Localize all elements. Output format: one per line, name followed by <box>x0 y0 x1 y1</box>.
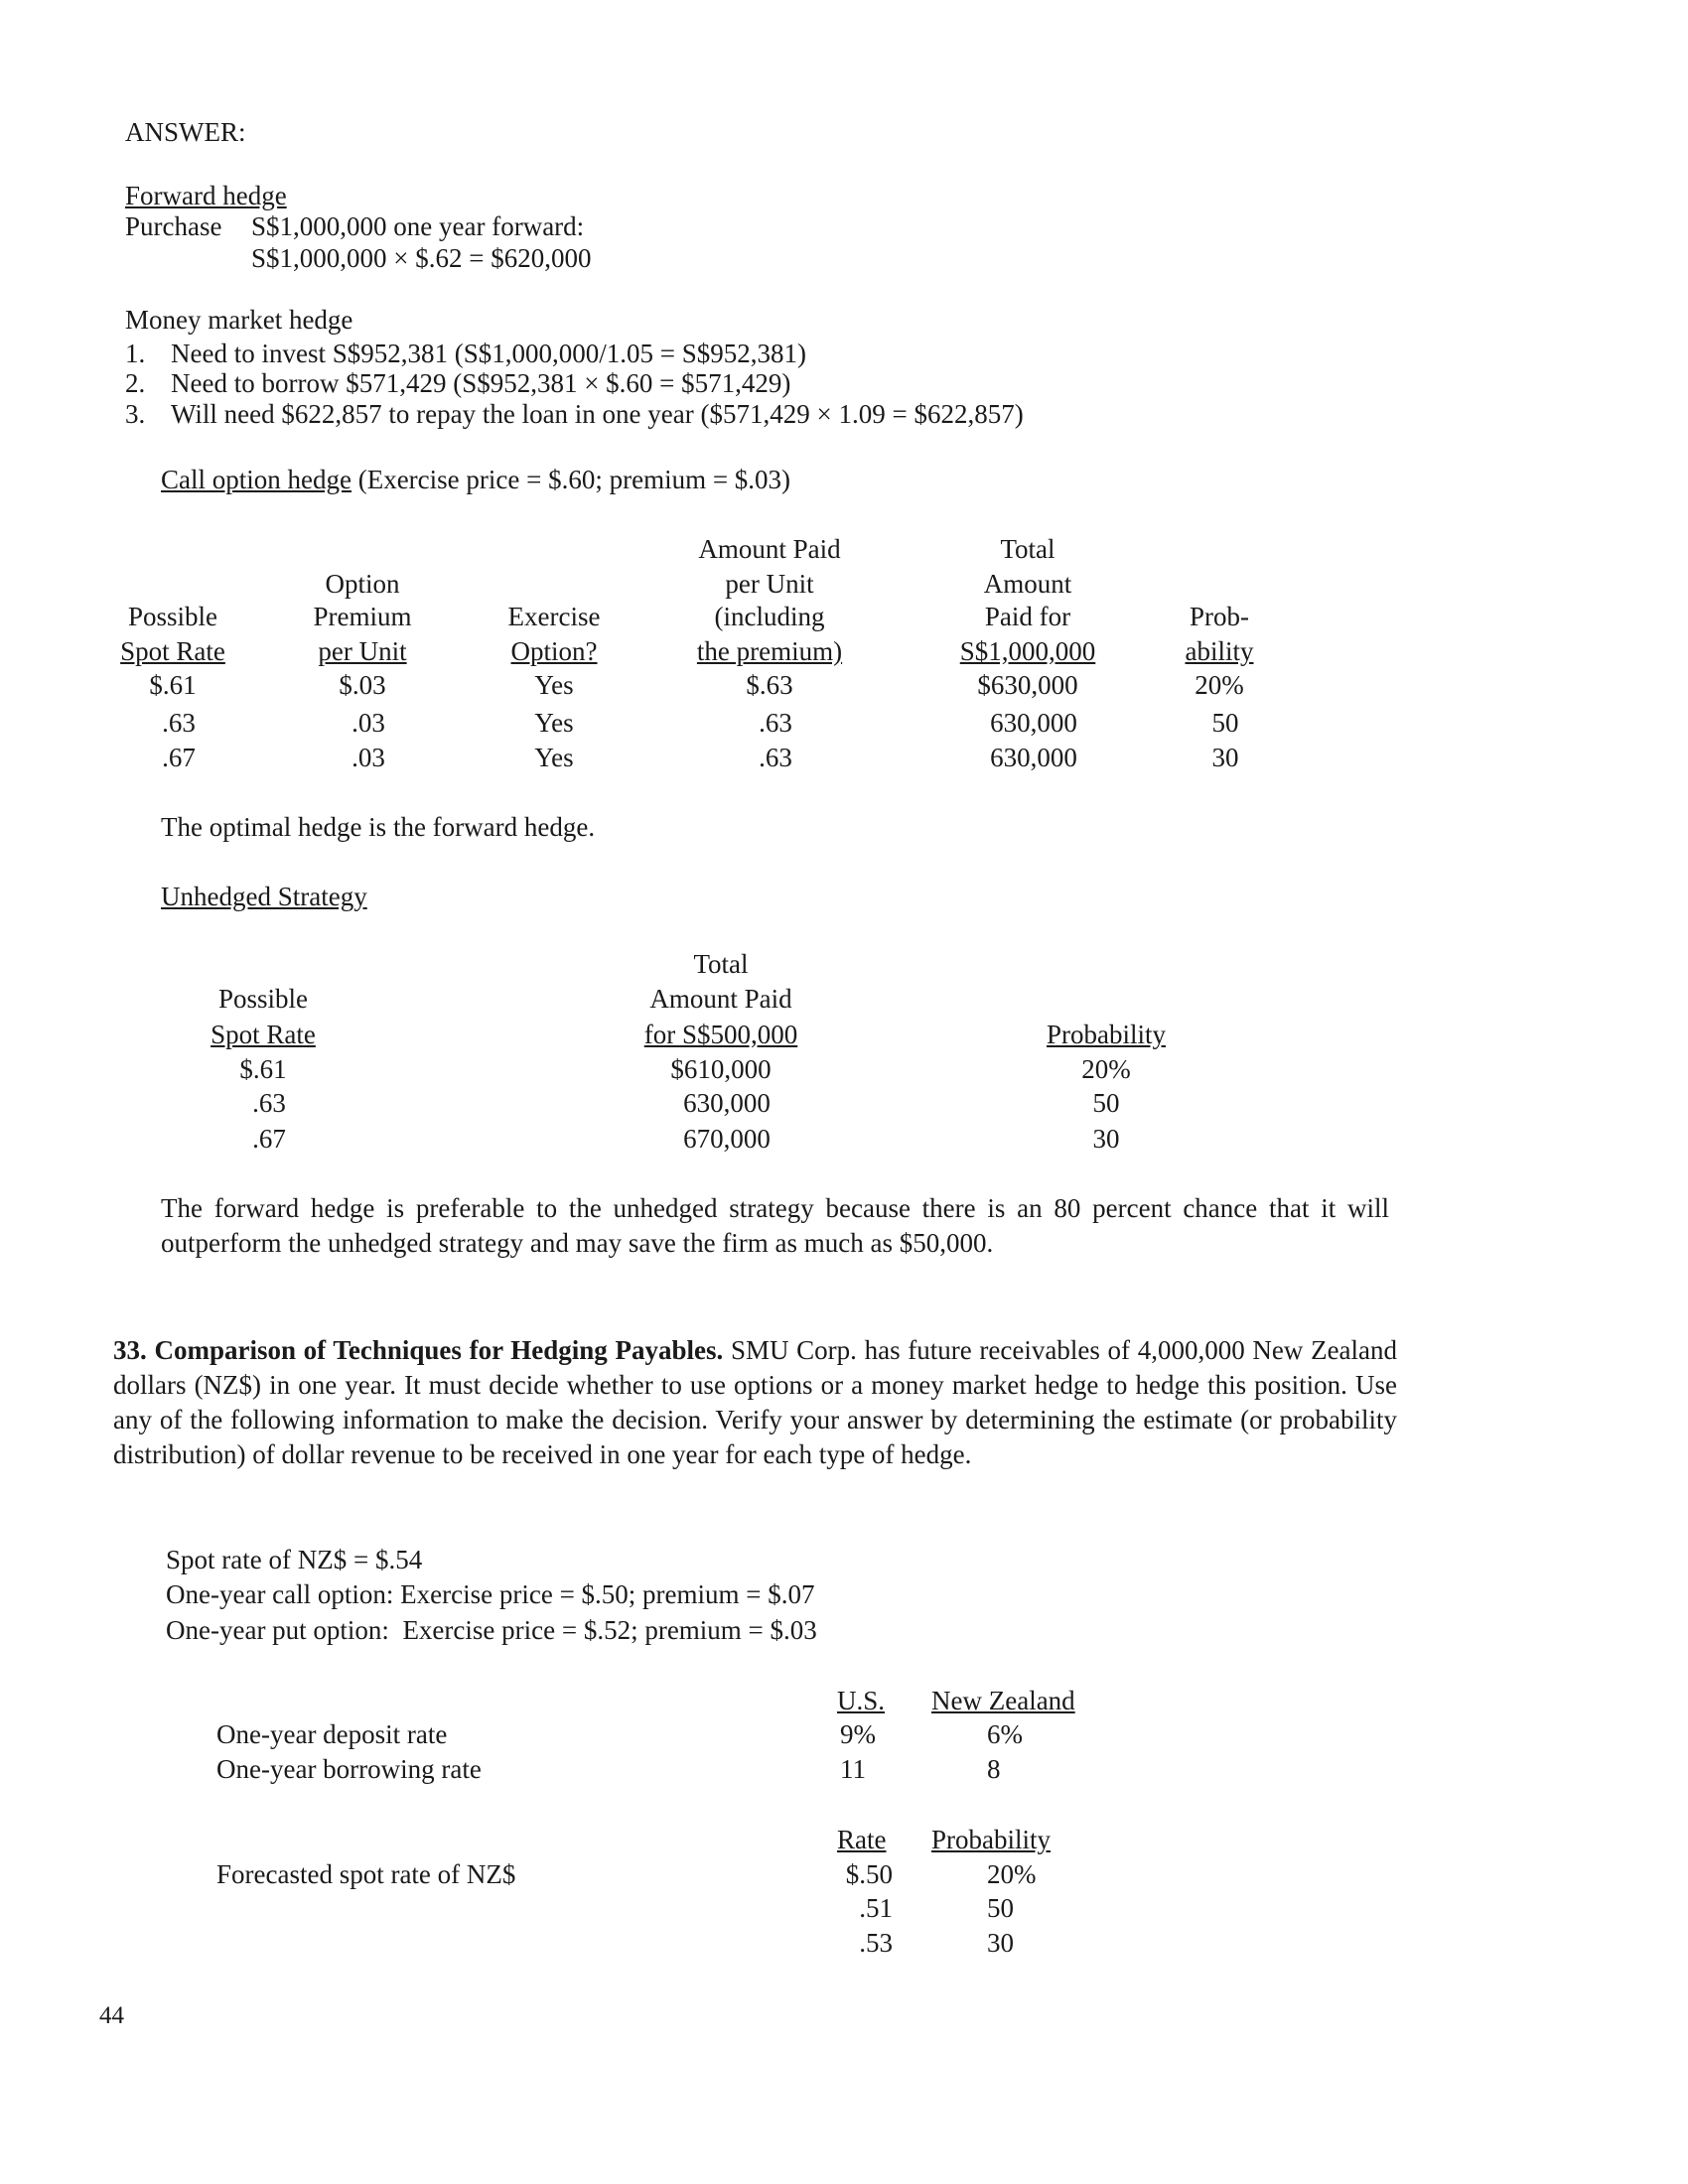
forward-hedge-title: Forward hedge <box>125 181 287 210</box>
table-cell: 30 <box>1211 743 1239 772</box>
table-cell: .67 <box>162 743 196 772</box>
column-header: per Unit <box>318 636 407 666</box>
put-option-info: One-year put option: Exercise price = $.52; premium = $.03 <box>166 1615 817 1645</box>
column-header: the premium) <box>696 636 843 666</box>
forecast-rate: $.50 <box>845 1859 893 1889</box>
call-option-heading <box>161 464 790 495</box>
question-33 <box>113 1333 1397 1472</box>
column-header: Option? <box>510 636 598 666</box>
table-cell: 670,000 <box>683 1124 771 1154</box>
table-cell: Yes <box>534 708 574 738</box>
unhedged-conclusion: The forward hedge is preferable to the unhedged strategy because there is an 80 percent chance that it will outperform the unhedged strategy and may save the firm as much as $50,000. <box>161 1193 1389 1258</box>
header-probability: Probability <box>931 1825 1051 1854</box>
forward-line-2: S$1,000,000 × $.62 = $620,000 <box>251 243 592 273</box>
forecast-prob: 20% <box>987 1859 1037 1889</box>
borrowing-rate-label: One-year borrowing rate <box>216 1754 482 1784</box>
column-header: Total <box>1000 534 1055 564</box>
spot-rate: Spot rate of NZ$ = $.54 <box>166 1545 423 1574</box>
borrowing-rate-nz: 8 <box>987 1754 1001 1784</box>
column-header: Option <box>325 569 400 599</box>
call-option-info: One-year call option: Exercise price = $.50; premium = $.07 <box>166 1579 815 1609</box>
table-cell: Yes <box>534 743 574 772</box>
column-header: Total <box>693 949 749 979</box>
column-header: per Unit <box>725 569 814 599</box>
column-header: ability <box>1185 636 1254 666</box>
column-header: Premium <box>313 602 412 631</box>
table-cell: 630,000 <box>683 1088 771 1118</box>
step-text: Need to borrow $571,429 (S$952,381 × $.60 = $571,429) <box>171 368 791 398</box>
table-cell: .63 <box>759 743 792 772</box>
table-cell: 50 <box>1092 1088 1120 1118</box>
forecast-label: Forecasted spot rate of NZ$ <box>216 1859 516 1889</box>
table-cell: .03 <box>352 708 385 738</box>
deposit-rate-nz: 6% <box>987 1719 1023 1749</box>
table-cell: Yes <box>534 670 574 700</box>
question-body: SMU Corp. has future receivables of 4,000,000 New Zealand dollars (NZ$) in one year. It must decide whether to use options or a money market hedge to hedge this position. Use any of the following information to make the decision. Verify your answer by determining the estimate (or probability distribution) of dollar revenue to be received in one year for each type of hedge. <box>113 1335 1398 1469</box>
column-header: Probability <box>1047 1020 1166 1049</box>
table-cell: $.61 <box>149 670 197 700</box>
forecast-rate: .51 <box>859 1893 893 1923</box>
table-cell: .63 <box>162 708 196 738</box>
table-cell: .63 <box>759 708 792 738</box>
forecast-rate: .53 <box>859 1928 893 1958</box>
column-header: Amount Paid <box>698 534 841 564</box>
page-number: 44 <box>99 2002 124 2029</box>
deposit-rate-label: One-year deposit rate <box>216 1719 448 1749</box>
purchase-label: Purchase <box>125 211 222 241</box>
table-cell: $610,000 <box>670 1054 772 1084</box>
table-cell: 630,000 <box>990 708 1077 738</box>
borrowing-rate-us: 11 <box>840 1754 866 1784</box>
money-market-title: Money market hedge <box>125 305 353 335</box>
column-header: Possible <box>217 984 309 1014</box>
step-text: Need to invest S$952,381 (S$1,000,000/1.05 = S$952,381) <box>171 339 806 368</box>
column-header: Paid for <box>984 602 1071 631</box>
call-option-params: (Exercise price = $.60; premium = $.03) <box>357 465 791 494</box>
forecast-prob: 50 <box>987 1893 1014 1923</box>
call-option-title: Call option hedge <box>161 465 352 494</box>
answer-label: ANSWER: <box>125 117 246 147</box>
header-rate: Rate <box>837 1825 887 1854</box>
column-header: Amount <box>983 569 1072 599</box>
table-cell: $630,000 <box>977 670 1078 700</box>
column-header: Spot Rate <box>211 1020 316 1049</box>
table-cell: .67 <box>252 1124 286 1154</box>
column-header: Spot Rate <box>120 636 225 666</box>
forward-line-1: S$1,000,000 one year forward: <box>251 211 585 241</box>
table-cell: 630,000 <box>990 743 1077 772</box>
forecast-prob: 30 <box>987 1928 1014 1958</box>
table-cell: 30 <box>1092 1124 1120 1154</box>
column-header: Exercise <box>507 602 601 631</box>
table-cell: 50 <box>1211 708 1239 738</box>
step-number: 2. <box>125 368 146 398</box>
column-header: Possible <box>127 602 218 631</box>
deposit-rate-us: 9% <box>840 1719 876 1749</box>
table-cell: .63 <box>252 1088 286 1118</box>
table-cell: $.03 <box>339 670 386 700</box>
step-text: Will need $622,857 to repay the loan in one year ($571,429 × 1.09 = $622,857) <box>171 399 1024 429</box>
call-option-conclusion: The optimal hedge is the forward hedge. <box>161 812 596 842</box>
unhedged-title: Unhedged Strategy <box>161 882 367 911</box>
column-header: S$1,000,000 <box>959 636 1096 666</box>
header-us: U.S. <box>837 1686 886 1715</box>
step-number: 3. <box>125 399 146 429</box>
header-new-zealand: New Zealand <box>931 1686 1075 1715</box>
column-header: Amount Paid <box>649 984 792 1014</box>
column-header: for S$500,000 <box>643 1020 798 1049</box>
step-number: 1. <box>125 339 146 368</box>
table-cell: 20% <box>1081 1054 1131 1084</box>
question-number: 33. <box>113 1335 147 1365</box>
question-title: Comparison of Techniques for Hedging Payables. <box>154 1335 724 1365</box>
table-cell: $.63 <box>746 670 793 700</box>
column-header: Prob- <box>1190 602 1249 631</box>
table-cell: 20% <box>1195 670 1244 700</box>
table-cell: .03 <box>352 743 385 772</box>
table-cell: $.61 <box>239 1054 287 1084</box>
column-header: (including <box>714 602 825 631</box>
